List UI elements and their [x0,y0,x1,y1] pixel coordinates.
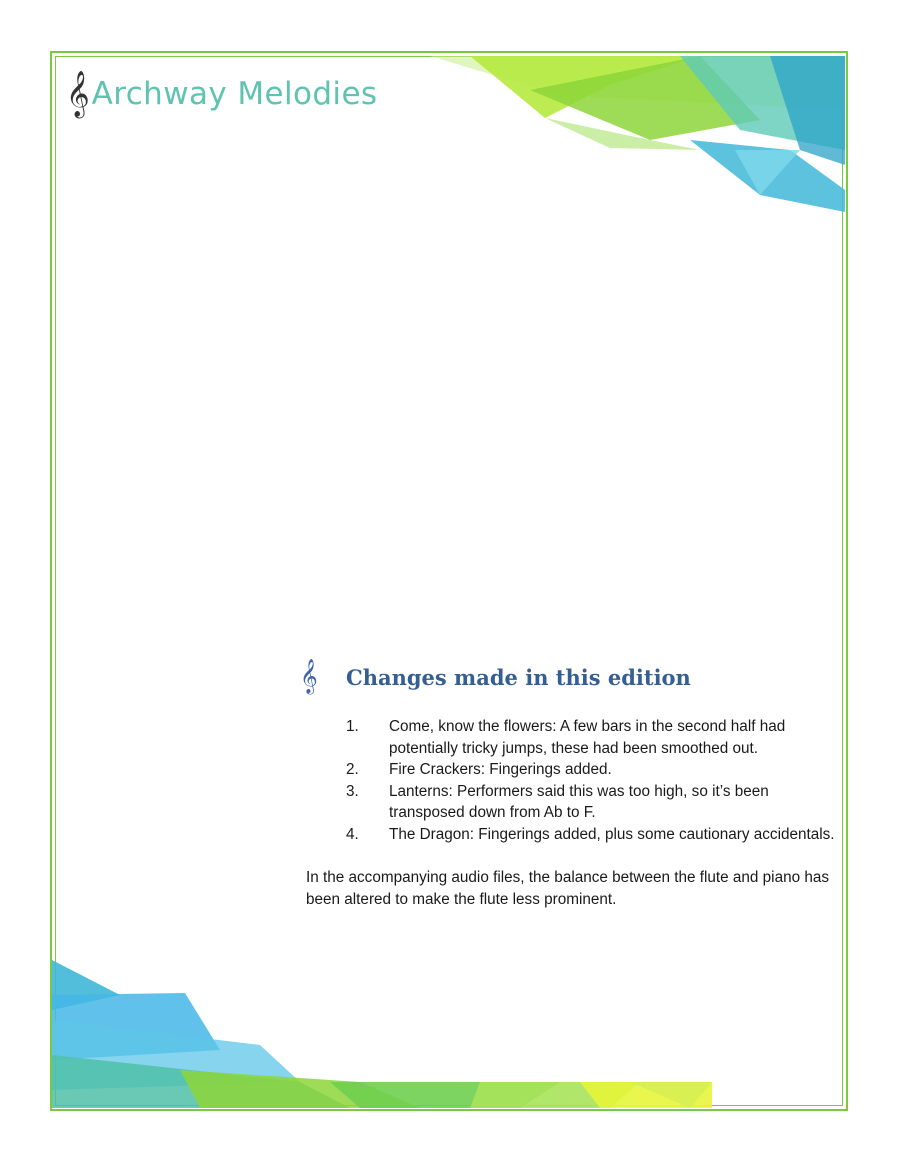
list-item-number: 2. [346,761,359,778]
audio-note: In the accompanying audio files, the balance between the flute and piano has been altered to make the flute less prominent. [306,869,830,908]
list-item-text: The Dragon: Fingerings added, plus some cautionary accidentals. [389,825,835,843]
changes-list [346,716,836,845]
list-item-number: 1. [346,718,359,735]
section-title: Changes made in this edition [346,664,691,690]
list-item-text: Come, know the flowers: A few bars in the second half had potentially tricky jumps, these had been smoothed out. [389,718,786,757]
list-item-text: Fire Crackers: Fingerings added. [389,761,612,778]
brand-logo [66,70,377,118]
list-item-number: 3. [346,782,359,800]
list-item [346,716,836,759]
list-item [346,824,836,846]
treble-clef-icon: 𝄞 [66,71,90,117]
list-item [346,781,836,824]
list-item-text: Lanterns: Performers said this was too high, so it’s been transposed down from Ab to F. [389,782,769,821]
bottom-left-decoration [52,960,712,1108]
treble-clef-icon: 𝄞 [300,659,318,694]
list-item [346,759,836,781]
section-heading [300,659,691,694]
brand-name: Archway Melodies [91,76,378,112]
top-right-decoration [430,56,845,212]
list-item-number: 4. [346,825,359,843]
